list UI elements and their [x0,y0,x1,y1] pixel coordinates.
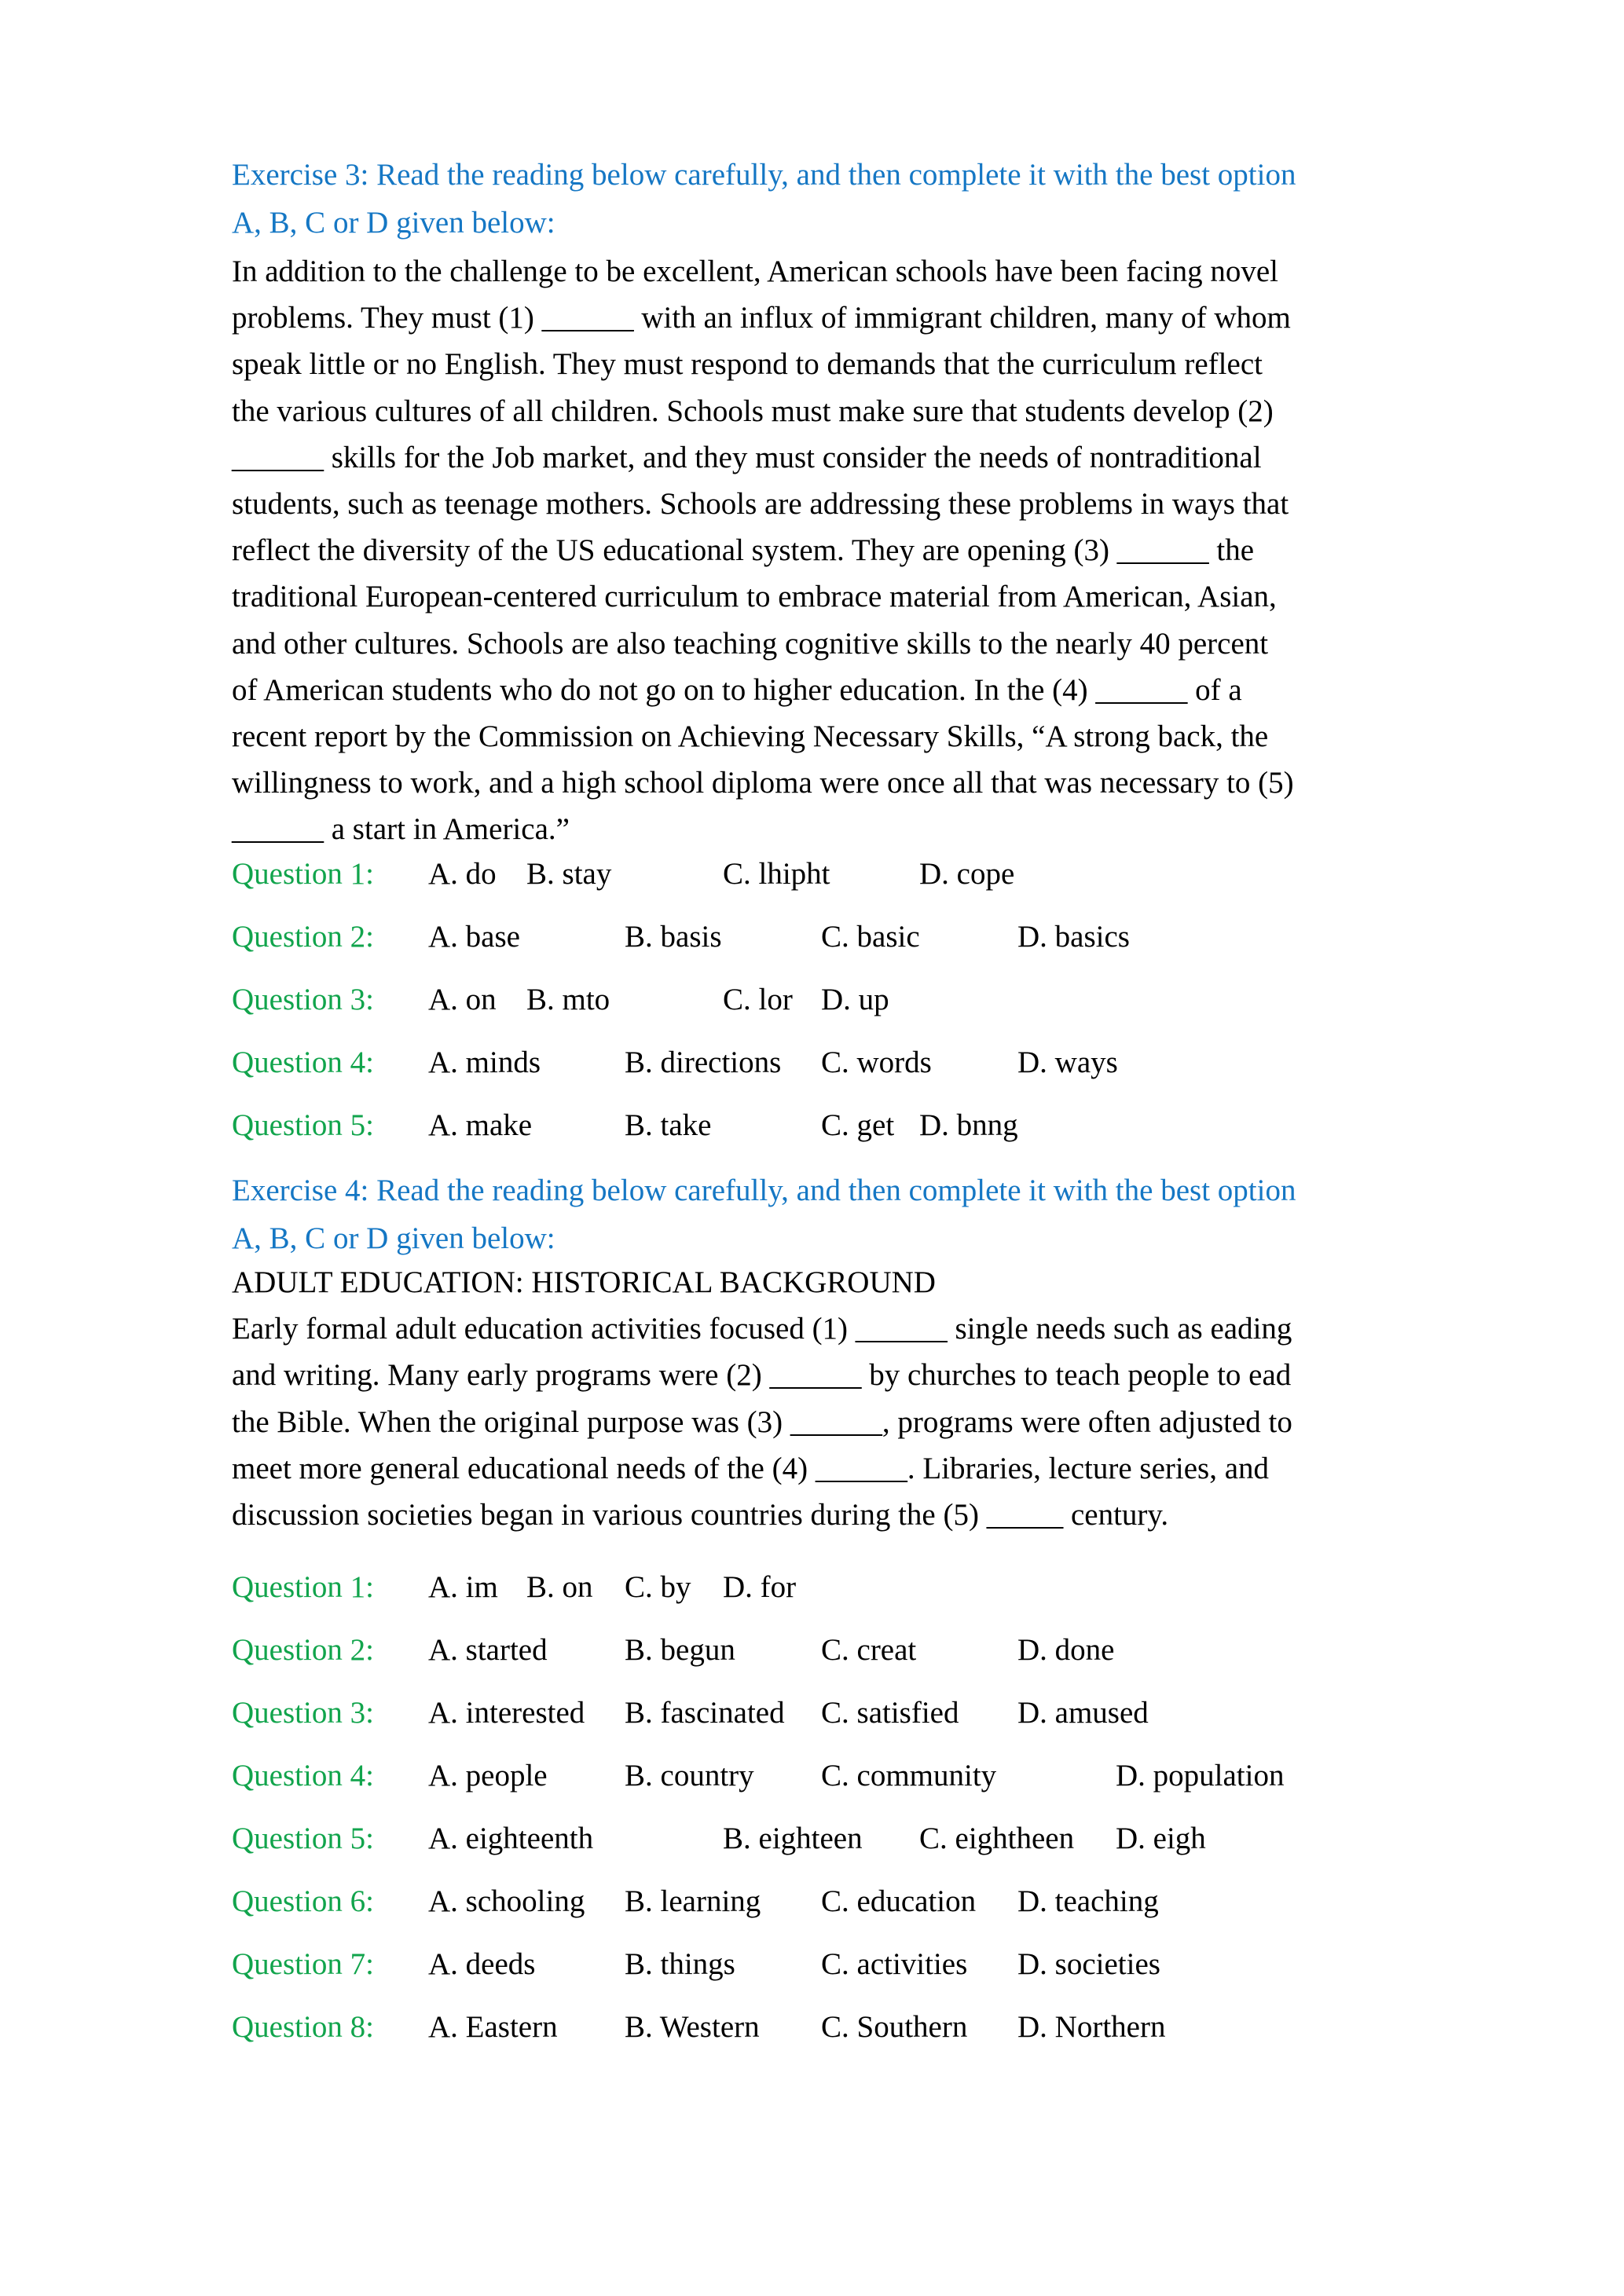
passage-line: students, such as teenage mothers. Schools are addressing these problems in ways that [232,487,1289,522]
question-option: A. make [428,1108,533,1142]
question-label: Question 3: [232,983,374,1016]
passage-line: ______ skills for the Job market, and they must consider the needs of nontraditional [232,440,1262,474]
question-option: B. fascinated [625,1696,785,1730]
question-option: B. directions [625,1045,782,1079]
question-option: B. begun [625,1633,735,1667]
question-option: D. cope [919,857,1015,891]
question-option: A. deeds [428,1947,536,1981]
question-label: Question 1: [232,1570,374,1604]
question-option: C. basic [821,920,920,954]
question-option: C. creat [821,1633,917,1667]
question-option: D. eigh [1116,1822,1206,1855]
question-option: C. Southern [821,2010,968,2044]
passage-line: ______ a start in America.” [232,812,570,847]
passage-line: reflect the diversity of the US educational system. They are opening (3) ______ the [232,533,1255,568]
question-label: Question 7: [232,1947,374,1981]
exercise3-heading-line1: Exercise 3: Read the reading below carefully, and then complete it with the best option [232,158,1296,192]
question-option: D. done [1017,1633,1115,1667]
question-option: B. on [526,1570,593,1604]
question-option: A. minds [428,1045,541,1079]
question-option: D. for [723,1570,797,1604]
question-label: Question 1: [232,857,374,891]
question-option: A. im [428,1570,498,1604]
question-row [232,1627,1115,1690]
question-option: A. base [428,920,520,954]
question-option: B. take [625,1108,712,1142]
question-option: B. basis [625,920,722,954]
passage-line: speak little or no English. They must respond to demands that the curriculum reflect [232,347,1263,382]
passage-line: and writing. Many early programs were (2) ______ by churches to teach people to ead [232,1358,1292,1393]
question-option: A. people [428,1759,548,1792]
question-label: Question 8: [232,2010,374,2044]
question-option: D. bnng [919,1108,1018,1142]
question-label: Question 2: [232,920,374,954]
question-label: Question 5: [232,1108,374,1142]
question-option: B. eighteen [723,1822,863,1855]
question-row [232,914,1130,976]
question-row [232,976,889,1039]
question-option: C. words [821,1045,932,1079]
question-row [232,1815,1206,1878]
question-row [232,1102,1018,1165]
question-option: A. on [428,983,497,1016]
question-option: C. education [821,1884,977,1918]
exercise4-heading-line2: A, B, C or D given below: [232,1221,555,1255]
question-label: Question 2: [232,1633,374,1667]
passage-line: traditional European-centered curriculum to embrace material from American, Asian, [232,580,1277,614]
question-option: A. started [428,1633,548,1667]
question-option: C. by [625,1570,691,1604]
question-row [232,1564,797,1627]
question-option: D. basics [1017,920,1130,954]
question-option: D. societies [1017,1947,1160,1981]
question-option: A. schooling [428,1884,585,1918]
question-row [232,1941,1160,2004]
question-option: D. population [1116,1759,1285,1792]
question-option: C. lor [723,983,793,1016]
exercise3-questions [232,851,1130,1165]
question-option: A. eighteenth [428,1822,594,1855]
passage-line: recent report by the Commission on Achieving Necessary Skills, “A strong back, the [232,720,1269,754]
question-option: A. interested [428,1696,585,1730]
question-option: D. teaching [1017,1884,1159,1918]
question-label: Question 6: [232,1884,374,1918]
exercise3-heading [232,151,1296,247]
question-option: A. do [428,857,497,891]
question-option: D. Northern [1017,2010,1166,2044]
passage-line: the various cultures of all children. Schools must make sure that students develop (2) [232,394,1274,428]
question-option: B. learning [625,1884,761,1918]
exercise3-heading-line2: A, B, C or D given below: [232,206,555,240]
question-option: C. eightheen [919,1822,1075,1855]
question-row [232,1039,1118,1102]
passage-line: willingness to work, and a high school diploma were once all that was necessary to (5) [232,766,1294,800]
question-option: D. ways [1017,1045,1118,1079]
question-row [232,851,1015,914]
exercise4-passage [232,1259,1292,1538]
question-option: C. activities [821,1947,968,1981]
question-option: B. stay [526,857,612,891]
question-option: C. community [821,1759,997,1792]
exercise4-heading [232,1166,1296,1262]
question-option: A. Eastern [428,2010,558,2044]
passage-line: discussion societies began in various countries during the (5) _____ century. [232,1498,1169,1532]
exercise3-passage [232,248,1294,853]
question-label: Question 4: [232,1759,374,1792]
question-option: B. country [625,1759,754,1792]
exercise4-heading-line1: Exercise 4: Read the reading below carefully, and then complete it with the best option [232,1174,1296,1207]
passage-title: ADULT EDUCATION: HISTORICAL BACKGROUND [232,1265,936,1299]
passage-line: and other cultures. Schools are also teaching cognitive skills to the nearly 40 percent [232,626,1269,661]
question-option: B. things [625,1947,735,1981]
question-row [232,1690,1149,1752]
passage-line: Early formal adult education activities focused (1) ______ single needs such as eading [232,1312,1292,1346]
passage-line: of American students who do not go on to higher education. In the (4) ______ of a [232,672,1242,707]
question-option: C. lhipht [723,857,830,891]
question-option: C. satisfied [821,1696,959,1730]
question-row [232,2004,1166,2067]
question-option: B. mto [526,983,610,1016]
question-label: Question 4: [232,1045,374,1079]
question-option: D. amused [1017,1696,1149,1730]
exercise4-questions [232,1564,1285,2067]
passage-line: In addition to the challenge to be excellent, American schools have been facing novel [232,255,1279,288]
question-row [232,1878,1159,1941]
passage-line: the Bible. When the original purpose was (3) ______, programs were often adjusted to [232,1404,1292,1439]
question-option: C. get [821,1108,895,1142]
passage-line: meet more general educational needs of the (4) ______. Libraries, lecture series, and [232,1451,1270,1485]
question-row [232,1752,1285,1815]
passage-line: problems. They must (1) ______ with an influx of immigrant children, many of whom [232,301,1291,335]
question-option: B. Western [625,2010,760,2044]
question-label: Question 5: [232,1822,374,1855]
question-label: Question 3: [232,1696,374,1730]
question-option: D. up [821,983,889,1016]
